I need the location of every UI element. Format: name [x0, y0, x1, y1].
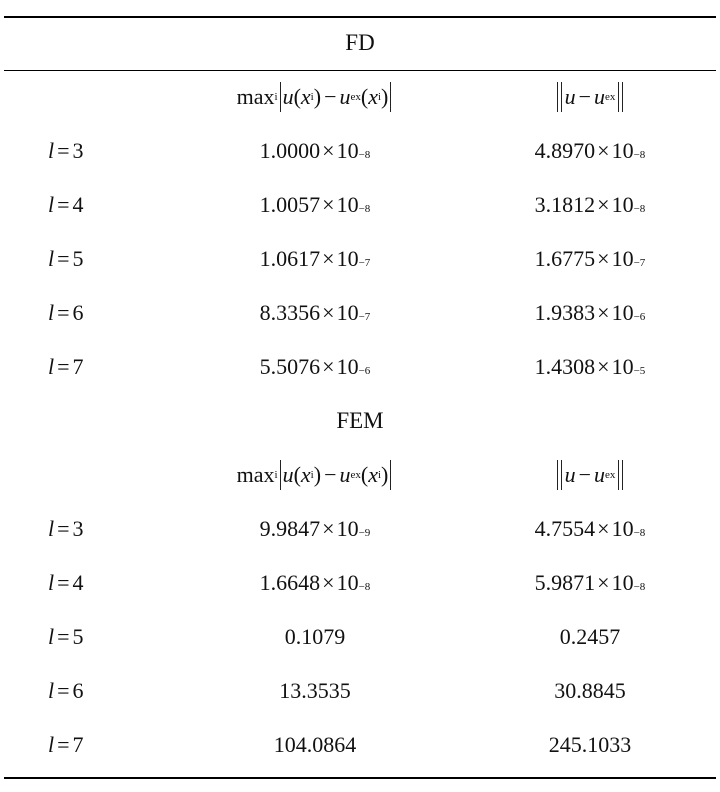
level-value: 5 — [72, 624, 84, 649]
level-cell: l = 7 — [48, 732, 84, 757]
max-error-cell — [200, 718, 430, 772]
norm-error-value: 245.1033 — [548, 732, 632, 757]
section-title-row — [0, 394, 720, 448]
max-error-value: 104.0864 — [273, 732, 357, 757]
header-col-a — [200, 448, 430, 502]
norm-error-cell — [490, 664, 690, 718]
level-value: 3 — [72, 138, 84, 163]
norm-error-value: 4.7554 × 10 −8 — [534, 516, 646, 541]
table-row — [0, 124, 720, 178]
level-cell: l = 7 — [48, 354, 84, 379]
section-title-row — [0, 16, 720, 70]
level-cell: l = 6 — [48, 300, 84, 325]
max-error-value: 1.0000 × 10 −8 — [259, 138, 371, 163]
table-row — [0, 232, 720, 286]
max-error-cell — [200, 124, 430, 178]
table-row — [0, 556, 720, 610]
max-error-cell — [200, 664, 430, 718]
norm-error-cell — [490, 556, 690, 610]
max-error-value: 8.3356 × 10 −7 — [259, 300, 371, 325]
max-error-value: 9.9847 × 10 −9 — [259, 516, 371, 541]
norm-error-value: 1.6775 × 10 −7 — [534, 246, 646, 271]
level-value: 5 — [72, 246, 84, 271]
level-value: 3 — [72, 516, 84, 541]
level-cell: l = 4 — [48, 570, 84, 595]
bottom-rule — [4, 777, 716, 779]
max-abs-error-header: max i u ( x i ) − u ex ( x i ) — [237, 460, 394, 490]
header-col-b — [490, 70, 690, 124]
norm-error-cell — [490, 124, 690, 178]
table-row — [0, 340, 720, 394]
max-error-value: 13.3535 — [279, 678, 351, 703]
max-error-cell — [200, 178, 430, 232]
max-error-cell — [200, 340, 430, 394]
table-row — [0, 502, 720, 556]
norm-error-cell — [490, 718, 690, 772]
norm-error-cell — [490, 340, 690, 394]
norm-error-cell — [490, 610, 690, 664]
norm-error-value: 1.4308 × 10 −5 — [534, 354, 646, 379]
max-error-value: 1.0057 × 10 −8 — [259, 192, 371, 217]
norm-error-value: 1.9383 × 10 −6 — [534, 300, 646, 325]
norm-error-header: u − u ex — [554, 82, 627, 112]
level-cell: l = 5 — [48, 246, 84, 271]
max-error-value: 1.6648 × 10 −8 — [259, 570, 371, 595]
table-row — [0, 718, 720, 772]
level-value: 6 — [72, 678, 84, 703]
norm-error-value: 3.1812 × 10 −8 — [534, 192, 646, 217]
table-row — [0, 286, 720, 340]
level-value: 4 — [72, 570, 84, 595]
norm-error-header: u − u ex — [554, 460, 627, 490]
norm-error-cell — [490, 232, 690, 286]
level-cell: l = 6 — [48, 678, 84, 703]
table-row — [0, 178, 720, 232]
norm-error-cell — [490, 502, 690, 556]
level-cell: l = 3 — [48, 138, 84, 163]
column-header-row — [0, 70, 720, 124]
norm-error-value: 5.9871 × 10 −8 — [534, 570, 646, 595]
max-error-value: 5.5076 × 10 −6 — [259, 354, 371, 379]
level-value: 6 — [72, 300, 84, 325]
column-header-row — [0, 448, 720, 502]
norm-error-cell — [490, 178, 690, 232]
max-error-value: 1.0617 × 10 −7 — [259, 246, 371, 271]
max-abs-error-header: max i u ( x i ) − u ex ( x i ) — [237, 82, 394, 112]
norm-error-cell — [490, 286, 690, 340]
max-error-cell — [200, 286, 430, 340]
norm-error-value: 4.8970 × 10 −8 — [534, 138, 646, 163]
norm-error-value: 30.8845 — [554, 678, 626, 703]
level-value: 7 — [72, 732, 84, 757]
section-title: FEM — [336, 408, 384, 433]
norm-error-value: 0.2457 — [559, 624, 621, 649]
header-col-a — [200, 70, 430, 124]
level-value: 7 — [72, 354, 84, 379]
section-title: FD — [345, 30, 375, 55]
max-error-cell — [200, 556, 430, 610]
level-cell: l = 4 — [48, 192, 84, 217]
level-cell: l = 3 — [48, 516, 84, 541]
table-row — [0, 664, 720, 718]
max-error-cell — [200, 502, 430, 556]
max-error-value: 0.1079 — [284, 624, 346, 649]
header-col-b — [490, 448, 690, 502]
max-error-cell — [200, 610, 430, 664]
max-error-cell — [200, 232, 430, 286]
table-row — [0, 610, 720, 664]
level-cell: l = 5 — [48, 624, 84, 649]
level-value: 4 — [72, 192, 84, 217]
